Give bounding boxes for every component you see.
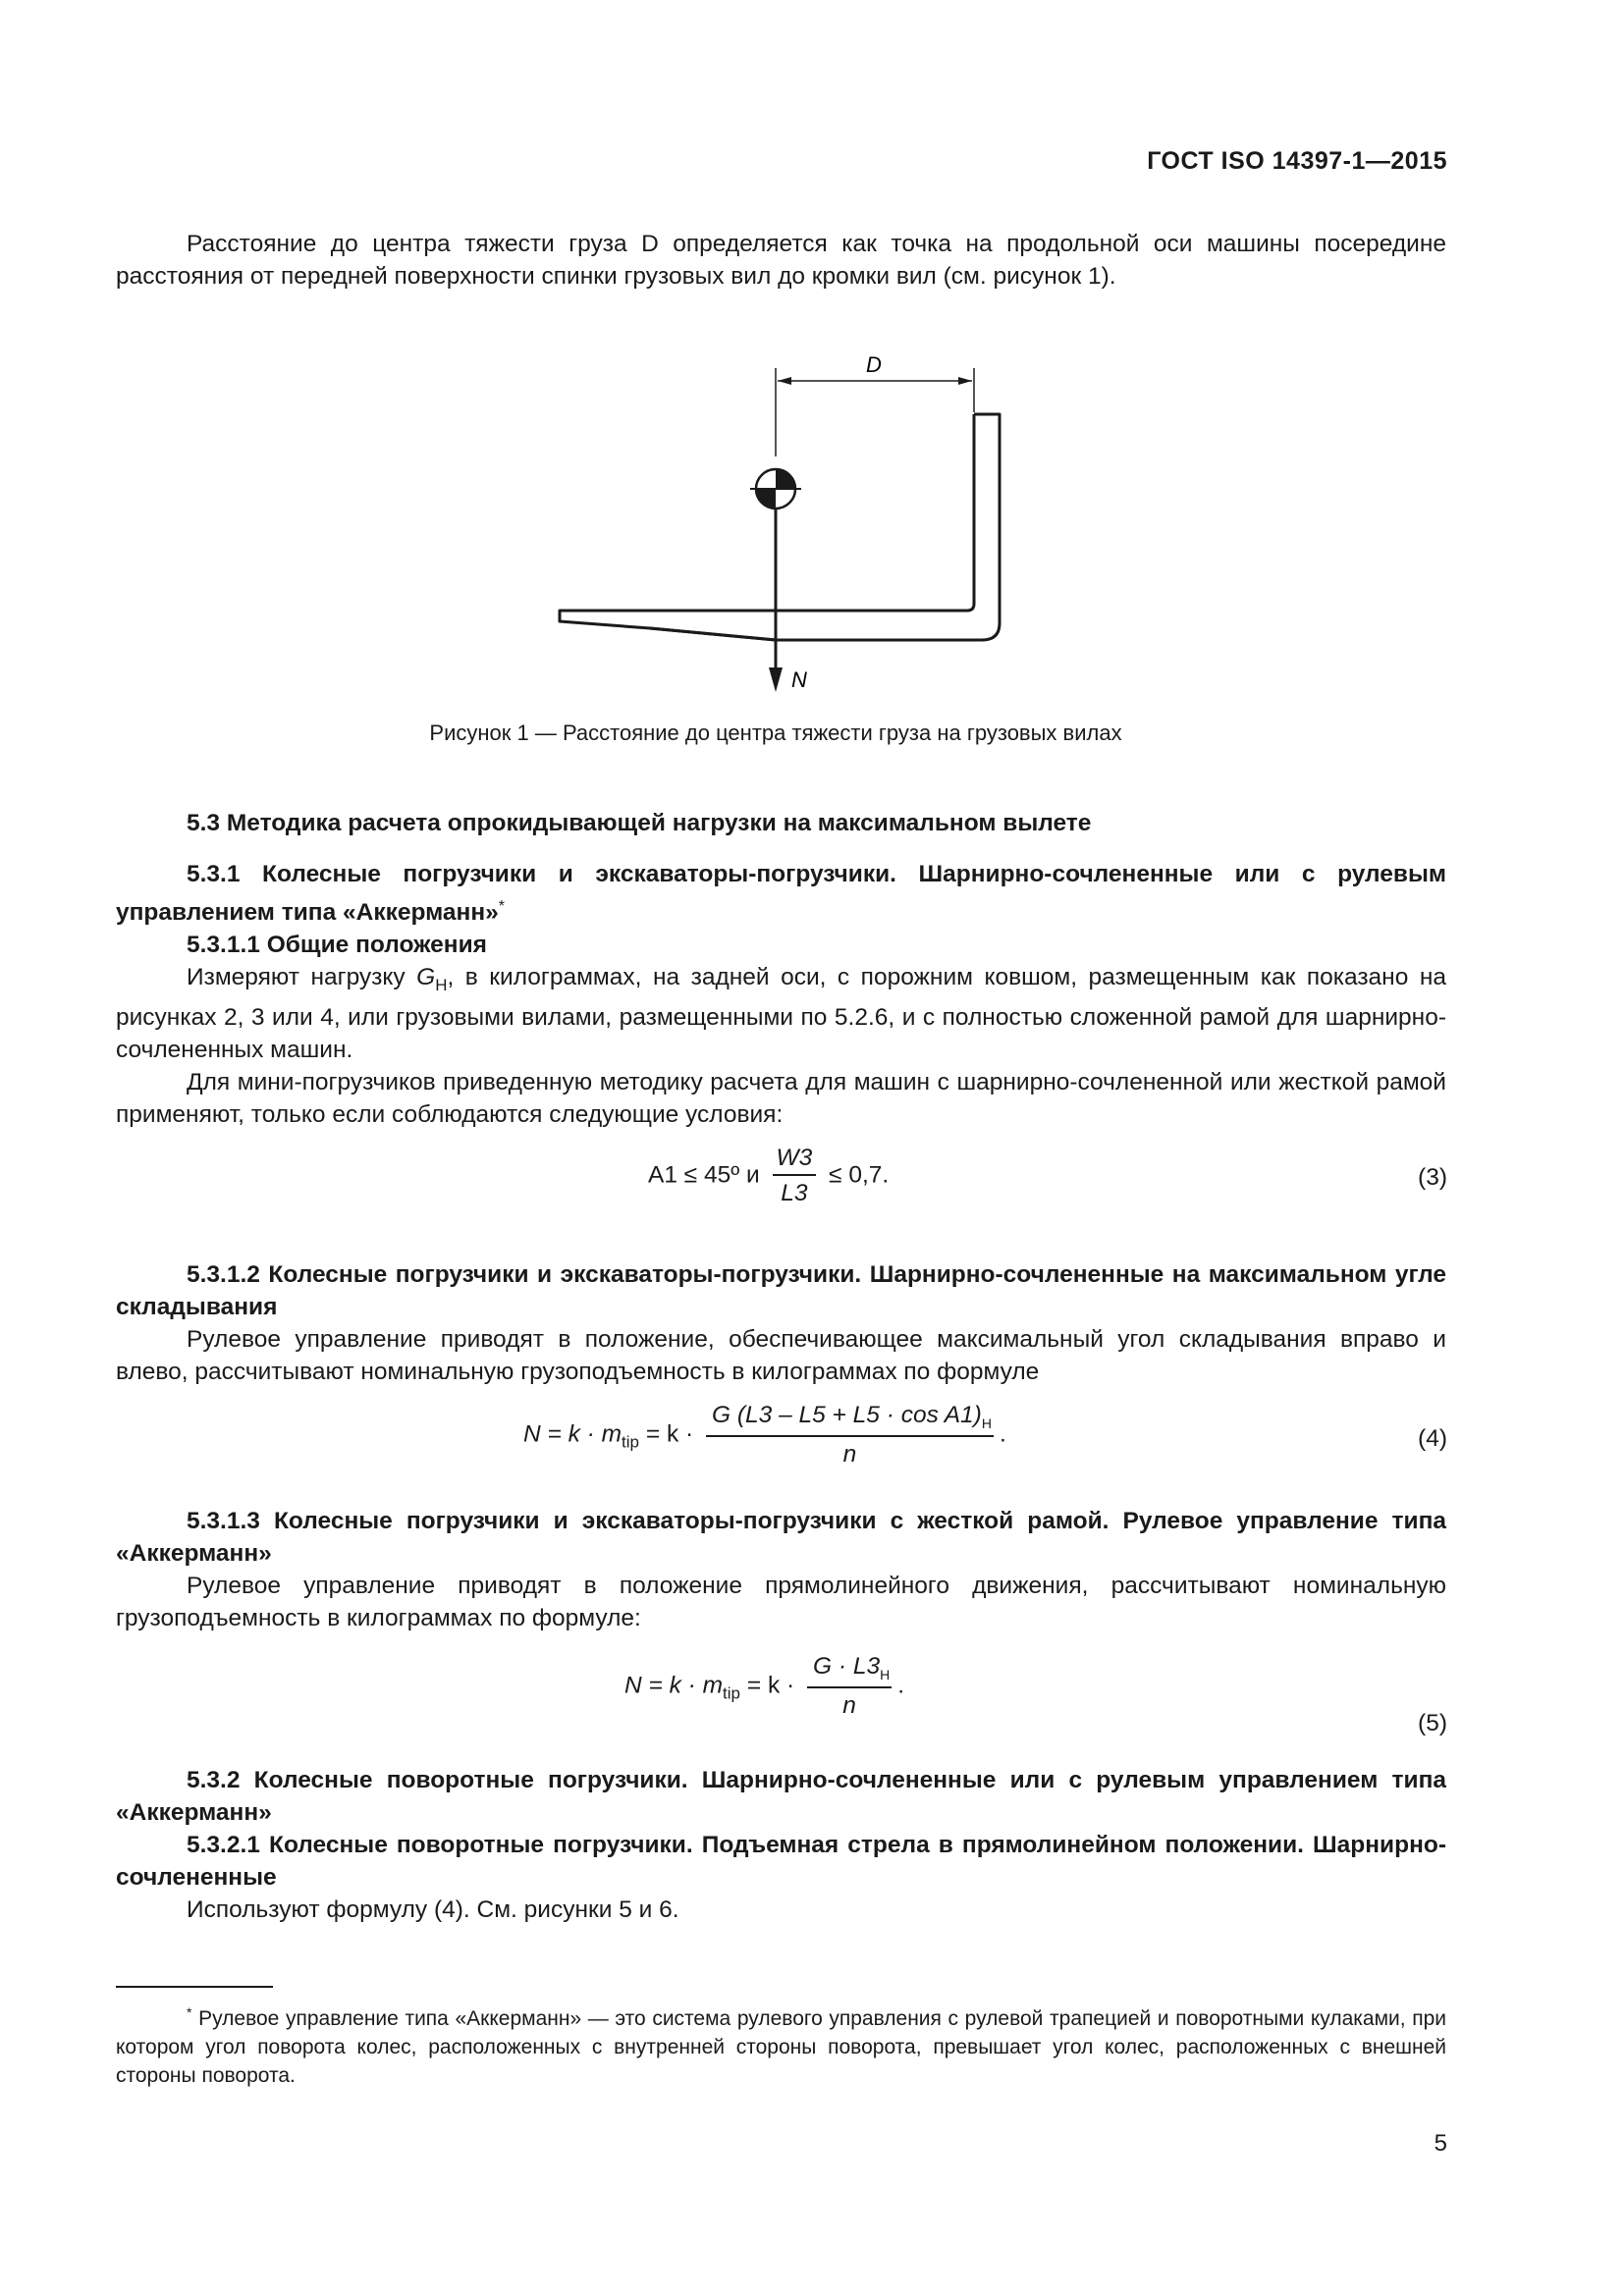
heading-5-3-1: 5.3.1 Колесные погрузчики и экскаваторы-погрузчики. Шарнирно-сочлененные или с рулевым управлением типа «Аккерманн»* [116, 861, 1446, 927]
paragraph-use-formula-4: Используют формулу (4). См. рисунки 5 и 6. [187, 1896, 679, 1923]
footnote-ref-mark: * [498, 898, 505, 915]
equation-5 [624, 1653, 904, 1720]
eq4-numerator: G $(L3 - L5 + L5 \cdot \cos A1)_H$ [706, 1402, 994, 1437]
eq5-denominator: n [842, 1691, 856, 1719]
equation-5-number: (5) [1418, 1710, 1447, 1736]
footnote-mark: * [187, 2004, 192, 2020]
paragraph-measure-load: Измеряют нагрузку $G_H$, в килограммах, на задней оси, с порожним ковшом, размещенным как показано на рисунках 2, 3 или 4, или грузовыми вилами, размещенными по 5.2.6, и с полностью сложенной рамой для шарнирно-сочлененных машин. [116, 964, 1446, 1064]
eq5-mid: = k · [746, 1672, 795, 1699]
section-5-3-1-block [116, 858, 1446, 1131]
eq4-num-sub: H [981, 1415, 992, 1431]
eq5-numerator: $G \cdot L3_H$ [807, 1653, 892, 1688]
eq3-lhs: A1 ≤ 45º и [648, 1161, 760, 1189]
equation-3 [648, 1145, 889, 1207]
paragraph-max-angle: Рулевое управление приводят в положение, обеспечивающее максимальный угол складывания вправо и влево, рассчитывают номинальную грузоподъемность в килограммах по формуле [116, 1326, 1446, 1385]
page-number: 5 [1434, 2130, 1447, 2157]
eq4-sub: tip [622, 1432, 640, 1452]
load-arrow-head [769, 667, 783, 692]
equation-4 [523, 1402, 1006, 1468]
heading-5-3-1-3: 5.3.1.3 Колесные погрузчики и экскаваторы-погрузчики с жесткой рамой. Рулевое управление типа «Аккерманн» [116, 1508, 1446, 1567]
eq4-fraction [706, 1402, 994, 1468]
heading-5-3: 5.3 Методика расчета опрокидывающей нагрузки на максимальном вылете [187, 810, 1092, 836]
heading-5-3-2-1: 5.3.2.1 Колесные поворотные погрузчики. Подъемная стрела в прямолинейном положении. Шарнирно-сочлененные [116, 1832, 1446, 1891]
fork-inner-outline [648, 414, 974, 611]
eq3-denominator: L3 [781, 1180, 808, 1206]
heading-5-3-1-2: 5.3.1.2 Колесные погрузчики и экскаваторы-погрузчики. Шарнирно-сочлененные на максимальном угле складывания [116, 1261, 1446, 1320]
eq5-end: . [897, 1672, 905, 1699]
equation-4-number: (4) [1418, 1425, 1447, 1452]
eq4-denominator: n [842, 1440, 857, 1468]
eq3-numerator: W3 [773, 1145, 817, 1176]
heading-5-3-1-1: 5.3.1.1 Общие положения [187, 932, 487, 959]
footnote [116, 1999, 1446, 2090]
paragraph-straight-motion: Рулевое управление приводят в положение прямолинейного движения, рассчитывают номинальную грузоподъемность в килограммах по формуле: [116, 1573, 1446, 1631]
section-5-3-block [116, 807, 1446, 839]
document-header: ГОСТ ISO 14397-1—2015 [1147, 147, 1447, 175]
section-5-3-2-block [116, 1764, 1446, 1926]
eq3-fraction [773, 1145, 817, 1207]
dimension-arrow-right [958, 377, 972, 385]
figure-caption: Рисунок 1 — Расстояние до центра тяжести груза на грузовых вилах [429, 721, 1122, 745]
eq4-mid: = k · [645, 1420, 694, 1448]
intro-paragraph [116, 228, 1446, 293]
center-of-gravity-icon [750, 469, 801, 508]
section-5-3-1-3-block [116, 1505, 1446, 1634]
fork-outer-outline [560, 414, 1000, 640]
eq5-sub: tip [723, 1683, 741, 1703]
eq4-end: . [999, 1420, 1006, 1448]
section-5-3-1-2-block [116, 1258, 1446, 1388]
heading-5-3-2: 5.3.2 Колесные поворотные погрузчики. Шарнирно-сочлененные или с рулевым управлением типа «Аккерманн» [116, 1767, 1446, 1826]
label-d: D [866, 353, 882, 377]
eq5-fraction [807, 1653, 892, 1720]
fork-tip-taper [650, 628, 776, 640]
label-n: N [791, 667, 807, 692]
figure-fork-diagram [550, 353, 1021, 697]
eq5-lhs: N = k · m [624, 1672, 724, 1699]
eq3-rhs: ≤ 0,7. [829, 1161, 890, 1189]
eq5-num-sub: H [880, 1666, 891, 1682]
footnote-separator [116, 1986, 273, 1988]
dimension-arrow-left [778, 377, 791, 385]
footnote-text: Рулевое управление типа «Аккерманн» — это система рулевого управления с рулевой трапецией и поворотными кулаками, при котором угол поворота колес, расположенных с внутренней стороны поворота, превышает угол колес, расположенных с внешней стороны поворота. [116, 2007, 1447, 2087]
intro-text: Расстояние до центра тяжести груза D определяется как точка на продольной оси машины посередине расстояния от передней поверхности спинки грузовых вил до кромки вил (см. рисунок 1). [116, 231, 1446, 290]
paragraph-mini-loaders: Для мини-погрузчиков приведенную методику расчета для машин с шарнирно-сочлененной или жесткой рамой применяют, только если соблюдаются следующие условия: [116, 1069, 1446, 1129]
eq4-lhs: N = k · m [523, 1420, 623, 1448]
equation-3-number: (3) [1418, 1164, 1447, 1191]
